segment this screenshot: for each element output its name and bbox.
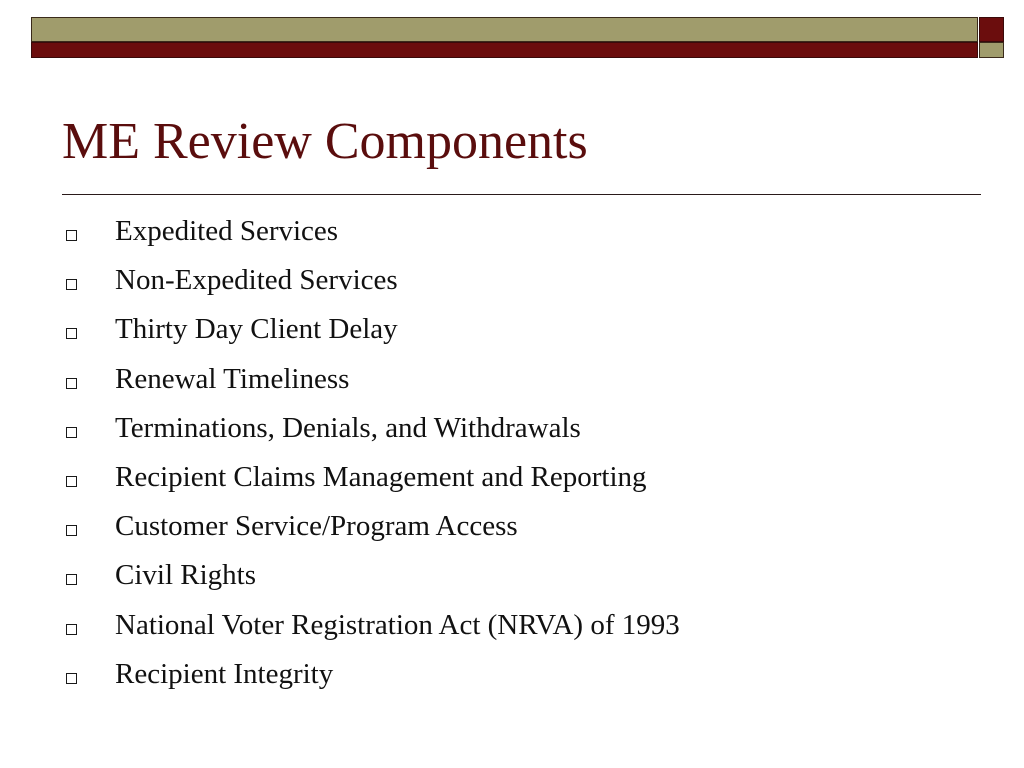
slide-title: ME Review Components	[62, 113, 588, 170]
square-bullet-icon	[66, 476, 77, 487]
bullet-text: Recipient Claims Management and Reporting	[115, 460, 647, 493]
title-divider	[62, 194, 981, 195]
square-bullet-icon	[66, 328, 77, 339]
bullet-text: Civil Rights	[115, 559, 257, 592]
square-bullet-icon	[66, 574, 77, 585]
square-bullet-icon	[66, 427, 77, 438]
header-band-maroon	[31, 42, 978, 58]
square-bullet-icon	[66, 279, 77, 290]
header-corner-square-olive	[979, 42, 1004, 58]
header-corner-square-maroon	[979, 17, 1004, 42]
bullet-text: Terminations, Denials, and Withdrawals	[115, 411, 581, 444]
bullet-text: Recipient Integrity	[115, 657, 334, 690]
bullet-text: Renewal Timeliness	[115, 362, 350, 395]
square-bullet-icon	[66, 378, 77, 389]
square-bullet-icon	[66, 624, 77, 635]
bullet-text: Non-Expedited Services	[115, 264, 398, 297]
square-bullet-icon	[66, 230, 77, 241]
bullet-text: Thirty Day Client Delay	[115, 313, 398, 346]
bullet-text: Expedited Services	[115, 215, 339, 247]
square-bullet-icon	[66, 673, 77, 684]
square-bullet-icon	[66, 525, 77, 536]
bullet-text: Customer Service/Program Access	[115, 510, 518, 543]
bullet-text: National Voter Registration Act (NRVA) of 1993	[115, 608, 680, 641]
header-band-olive	[31, 17, 978, 42]
